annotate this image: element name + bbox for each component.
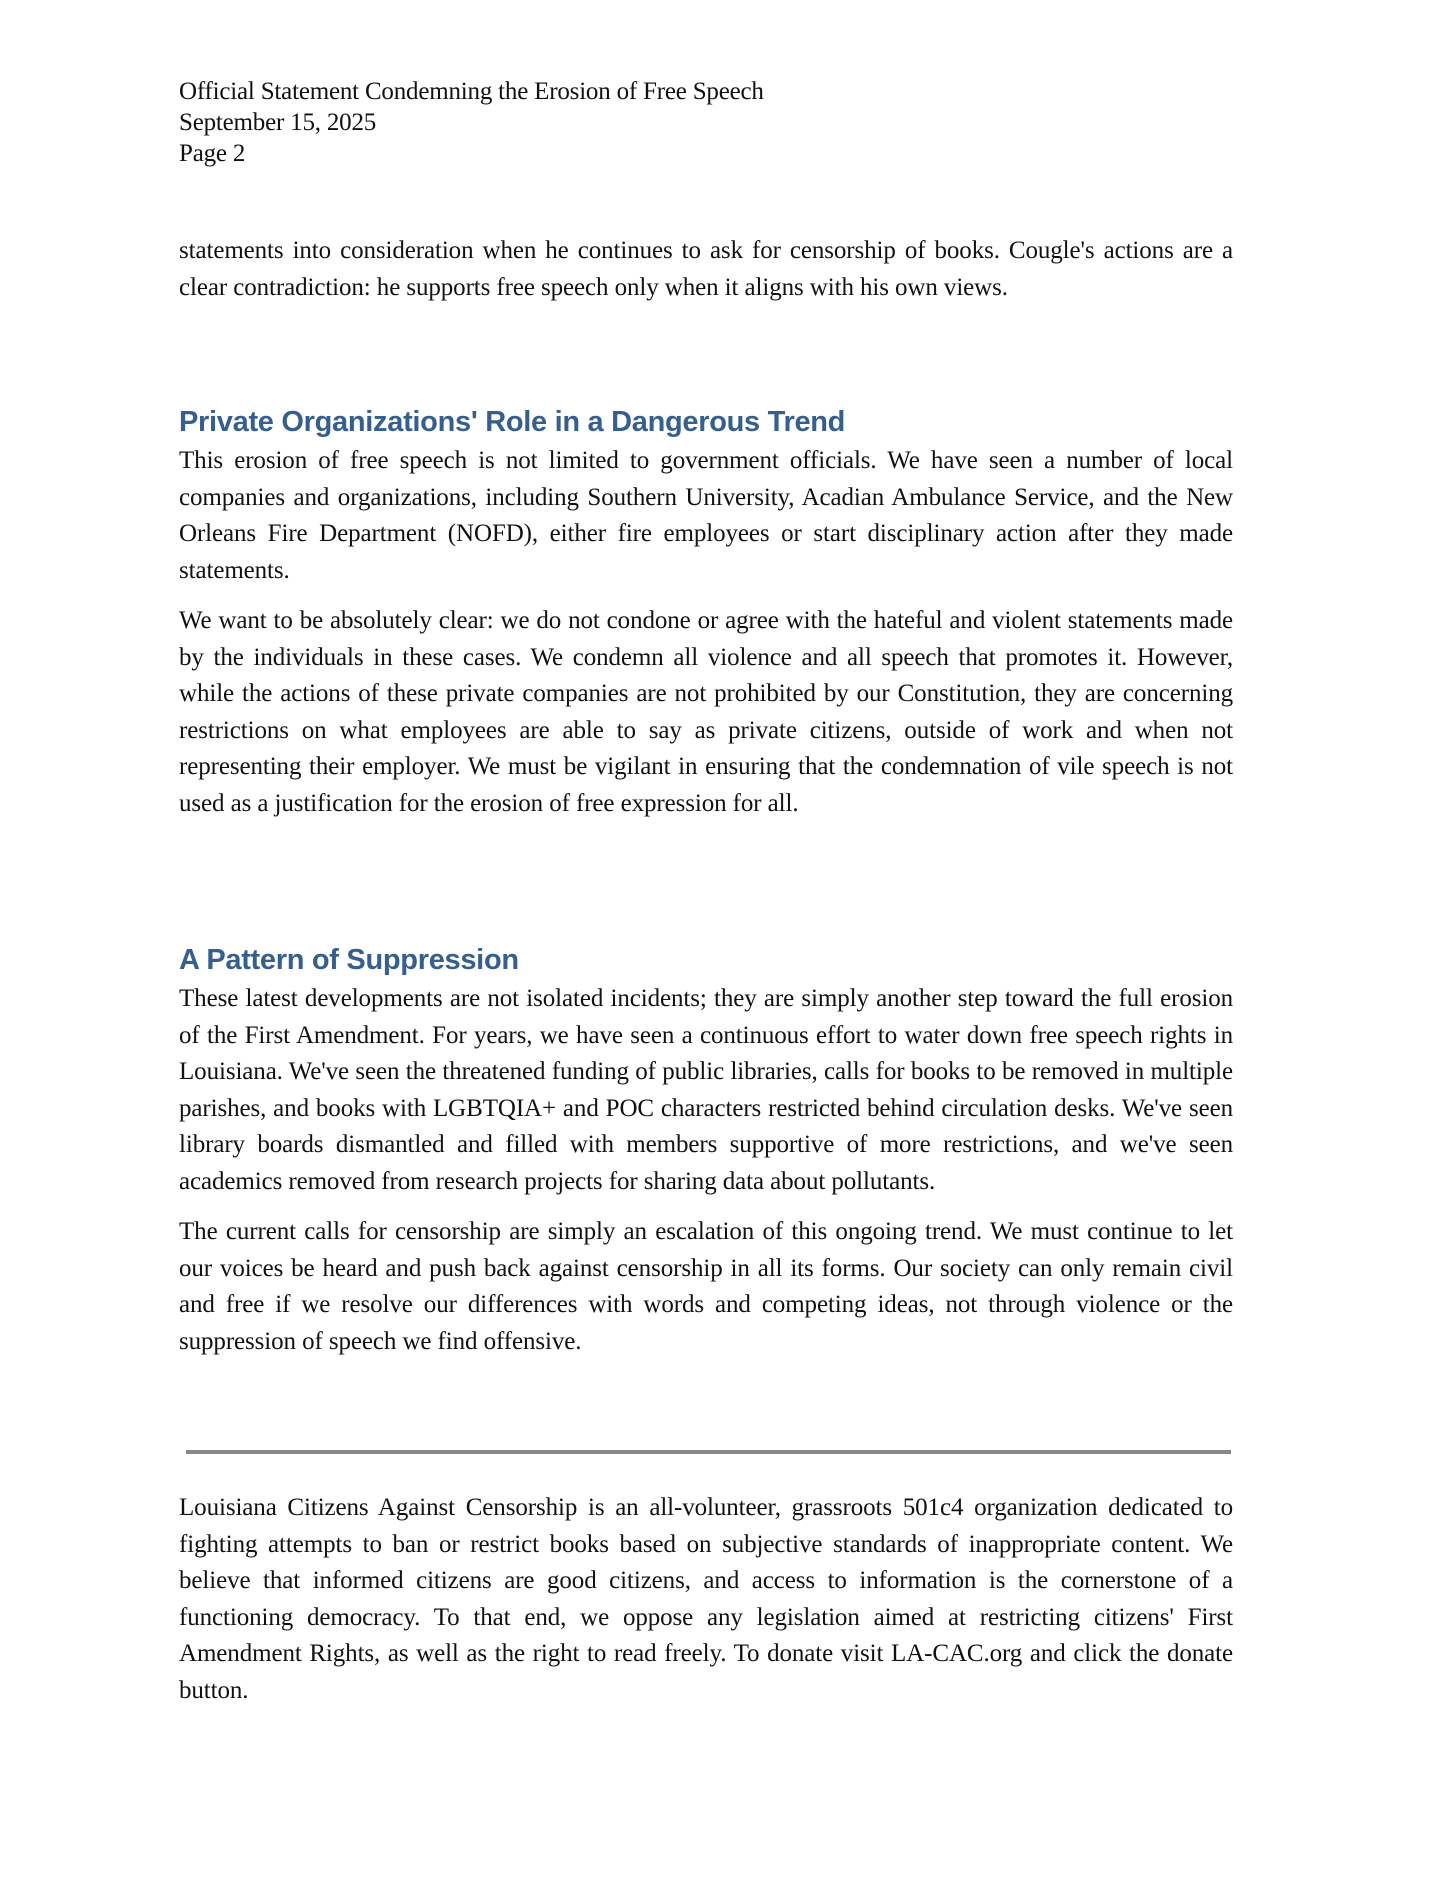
- letterhead-title: Official Statement Condemning the Erosion of Free Speech: [179, 78, 764, 105]
- section-heading: Private Organizations' Role in a Dangerous Trend: [179, 406, 846, 438]
- intro-continuation-block: [179, 233, 1233, 306]
- about-organization-paragraph: Louisiana Citizens Against Censorship is an all-volunteer, grassroots 501c4 organization dedicated to fighting attempts to ban or restrict books based on subjective standards of inappropriate content. We believe that informed citizens are good citizens, and access to information is the cornerstone of a functioning democracy. To that end, we oppose any legislation aimed at restricting citizens' First Amendment Rights, as well as the right to read freely. To donate visit LA-CAC.org and click the donate button.: [179, 1494, 1233, 1704]
- section-paragraph: This erosion of free speech is not limited to government officials. We have seen a number of local companies and organizations, including Southern University, Acadian Ambulance Service, and the New Orleans Fire Department (NOFD), either fire employees or start disciplinary action after they made statements.: [179, 447, 1233, 584]
- letterhead-date: September 15, 2025: [179, 109, 377, 136]
- about-organization-block: [179, 1490, 1233, 1709]
- section-paragraph: These latest developments are not isolated incidents; they are simply another step toward the full erosion of the First Amendment. For years, we have seen a continuous effort to water down free speech rights in Louisiana. We've seen the threatened funding of public libraries, calls for books to be removed in multiple parishes, and books with LGBTQIA+ and POC characters restricted behind circulation desks. We've seen library boards dismantled and filled with members supportive of more restrictions, and we've seen academics removed from research projects for sharing data about pollutants.: [179, 985, 1233, 1195]
- letterhead-page-number: Page 2: [179, 140, 246, 167]
- section-paragraph: We want to be absolutely clear: we do not condone or agree with the hateful and violent statements made by the individuals in these cases. We condemn all violence and all speech that promotes it. However, while the actions of these private companies are not prohibited by our Constitution, they are concerning restrictions on what employees are able to say as private citizens, outside of work and when not representing their employer. We must be vigilant in ensuring that the condemnation of vile speech is not used as a justification for the erosion of free expression for all.: [179, 607, 1233, 817]
- section-pattern-of-suppression: [179, 942, 1233, 1360]
- section-paragraph: The current calls for censorship are simply an escalation of this ongoing trend. We must continue to let our voices be heard and push back against censorship in all its forms. Our society can only remain civil and free if we resolve our differences with words and competing ideas, not through violence or the suppression of speech we find offensive.: [179, 1218, 1233, 1355]
- section-private-organizations: [179, 404, 1233, 822]
- letterhead: [179, 76, 764, 169]
- intro-continuation-paragraph: statements into consideration when he continues to ask for censorship of books. Cougle's actions are a clear contradiction: he supports free speech only when it aligns with his own views.: [179, 237, 1233, 301]
- section-heading: A Pattern of Suppression: [179, 944, 519, 976]
- horizontal-divider: [186, 1450, 1231, 1454]
